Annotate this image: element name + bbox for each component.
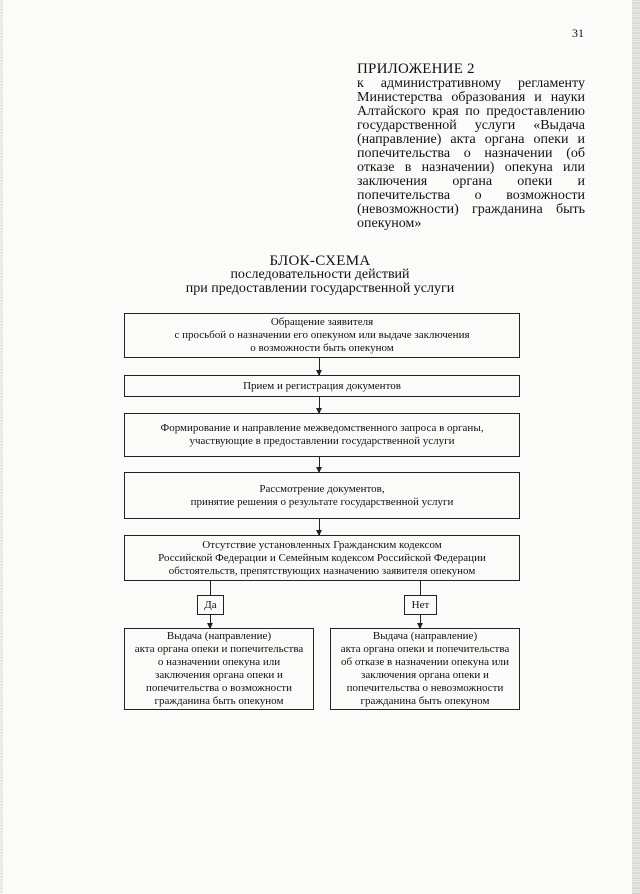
page-edge-left — [0, 0, 3, 894]
flow-arrow — [210, 615, 211, 628]
flow-step-interagency-request — [124, 413, 520, 457]
flow-arrow — [319, 397, 320, 413]
branch-line-yes — [210, 581, 211, 595]
flow-arrow — [319, 358, 320, 375]
appendix-text: к административному регламенту Министерства образования и науки Алтайского края по предоставлению государственной услуги «Выдача (направление) акта органа опеки и попечительства о назначении (об отказе в назначении) опекуна или заключения органа опеки и попечительства о возможности (невозможности) гражданина быть опекуном» — [357, 76, 585, 231]
flow-step-review-text: Рассмотрение документов, принятие решения о результате государственной услуги — [190, 482, 454, 508]
branch-no-label-box — [404, 595, 437, 615]
branch-no-label: Нет — [411, 598, 430, 611]
appendix-title: ПРИЛОЖЕНИЕ 2 — [357, 61, 475, 77]
branch-yes-label-box — [197, 595, 224, 615]
scheme-subtitle-line2: при предоставлении государственной услуги — [185, 281, 455, 296]
appendix-header — [357, 62, 585, 231]
branch-line-no — [420, 581, 421, 595]
flow-step-review — [124, 472, 520, 519]
flow-step-application-text: Обращение заявителя с просьбой о назначении его опекуном или выдаче заключения о возможности быть опекуном — [174, 316, 470, 354]
flow-step-application — [124, 313, 520, 358]
flow-arrow — [319, 519, 320, 535]
flow-result-yes — [124, 628, 314, 710]
flow-result-yes-text: Выдача (направление) акта органа опеки и попечительства о назначении опекуна или заключения органа опеки и попечительства о возможности гражданина быть опекуном — [134, 630, 304, 707]
flow-step-interagency-request-text: Формирование и направление межведомственного запроса в органы, участвующие в предоставлении государственной услуги — [160, 422, 484, 447]
flow-step-registration — [124, 375, 520, 397]
flow-result-no — [330, 628, 520, 710]
flow-arrow — [420, 615, 421, 628]
branch-yes-label: Да — [204, 598, 217, 611]
flow-result-no-text: Выдача (направление) акта органа опеки и попечительства об отказе в назначении опекуна или заключения органа опеки и попечительства о невозможности гражданина быть опекуном — [340, 630, 510, 707]
flow-step-condition — [124, 535, 520, 581]
scheme-title: БЛОК-СХЕМА — [269, 253, 371, 269]
flow-step-condition-text: Отсутствие установленных Гражданским кодексом Российской Федерации и Семейным кодексом Российской Федерации обстоятельств, препятствующих назначению заявителя опекуном — [158, 538, 486, 577]
scheme-heading — [0, 254, 640, 296]
flow-step-registration-text: Прием и регистрация документов — [243, 379, 401, 392]
page-edge-right — [632, 0, 640, 894]
page-number: 31 — [572, 26, 584, 40]
flow-arrow — [319, 457, 320, 472]
scheme-subtitle-line1: последовательности действий — [230, 267, 410, 282]
